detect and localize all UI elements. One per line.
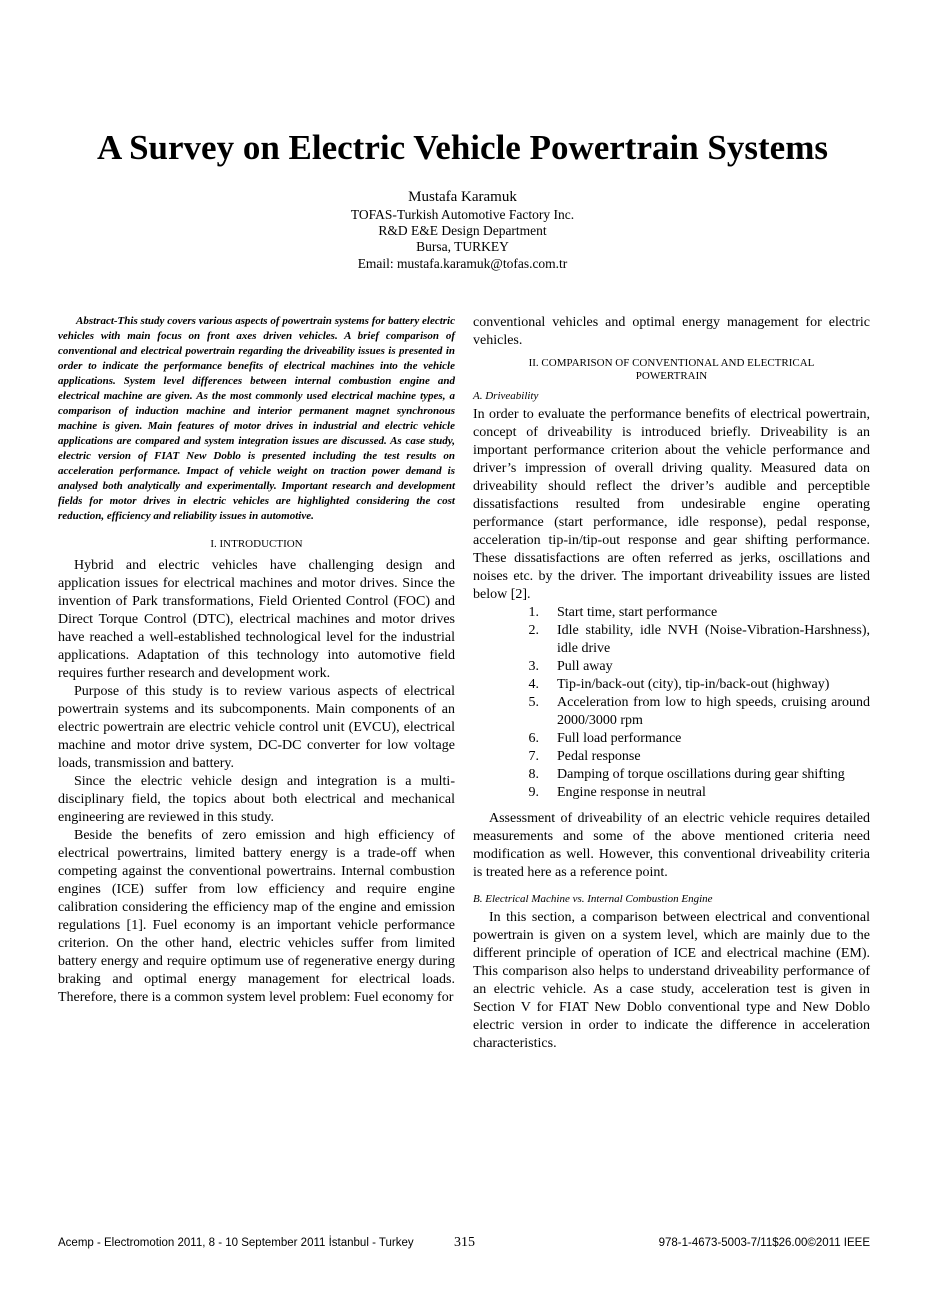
list-item xyxy=(473,658,870,676)
list-text: Pull away xyxy=(557,659,613,674)
list-item xyxy=(473,766,870,784)
right-column xyxy=(473,314,870,1053)
paragraph: Since the electric vehicle design and integration is a multi-disciplinary field, the topics about both electrical and mechanical engineering are reviewed in this study. xyxy=(58,774,455,825)
page-footer xyxy=(58,1236,870,1256)
list-number: 9. xyxy=(528,785,539,800)
list-item xyxy=(473,748,870,766)
affiliation-line: Bursa, TURKEY xyxy=(416,239,509,255)
author-email: Email: mustafa.karamuk@tofas.com.tr xyxy=(357,255,568,271)
footer-isbn: 978-1-4673-5003-7/11$26.00©2011 IEEE xyxy=(658,1237,870,1249)
section-heading-comparison xyxy=(473,357,870,383)
list-text: Tip-in/back-out (city), tip-in/back-out (highway) xyxy=(557,677,830,692)
driveability-issues-list xyxy=(473,604,870,802)
list-text: Engine response in neutral xyxy=(557,785,706,800)
paragraph-continuation: conventional vehicles and optimal energy management for electric vehicles. xyxy=(473,315,870,348)
paragraph: Hybrid and electric vehicles have challenging design and application issues for electrical machines and motor drives. Since the invention of Park transformations, Field Oriented Control (FOC) and Direct Torque Control (DTC), electrical machines and motor drives have reached a well-established technological level for the industrial applications. Adaptation of this technology into automotive field requires further research and development work. xyxy=(58,558,455,681)
page-number: 315 xyxy=(454,1235,475,1250)
paragraph: Purpose of this study is to review various aspects of electrical powertrain systems and its subcomponents. Main components of an electric powertrain are electric vehicle control unit (EVCU), electrical machine and motor drive system, DC-DC converter for low voltage loads, transmission and battery. xyxy=(58,684,455,771)
abstract: Abstract-This study covers various aspects of powertrain systems for battery electric vehicles with main focus on front axes driven vehicles. A brief comparison of conventional and electrical powertrain regarding the driveability issues is presented in order to indicate the performance benefits of electrical machines into the vehicle applications. System level differences between internal combustion engine and electrical machine are given. As the most commonly used electrical machine types, a comparison of induction machine and interior permanent magnet synchronous machine is given. Main features of motor drives in industrial and electric vehicle applications are compared and system integration issues are discussed. As case study, electric version of FIAT New Doblo is presented including the test results on acceleration performance. Impact of vehicle weight on traction power demand is analysed both analytically and experimentally. Important research and development fields for motor drives in electric vehicles are highlighted considering the cost reduction, efficiency and reliability issues in automotive. xyxy=(58,315,455,522)
section-heading-line: POWERTRAIN xyxy=(635,370,708,382)
affiliation-line: TOFAS-Turkish Automotive Factory Inc. xyxy=(350,207,575,222)
list-item xyxy=(473,604,870,622)
list-text: Damping of torque oscillations during gear shifting xyxy=(557,767,845,782)
paragraph: Beside the benefits of zero emission and high efficiency of electrical powertrains, limited battery energy is a trade-off when competing against the conventional powertrains. Internal combustion engines (ICE) suffer from low efficiency and require engine calibration considering the efficiency map of the engine and emission regulations [1]. Fuel economy is an important vehicle performance criterion. On the other hand, electric vehicles suffer from limited battery energy and require optimum use of regenerative energy during braking and optimal energy management for electrical loads. Therefore, there is a common system level problem: Fuel economy for xyxy=(58,828,455,1005)
list-number: 5. xyxy=(528,695,539,710)
paragraph: Assessment of driveability of an electric vehicle requires detailed measurements and some of the above mentioned criteria need modification as well. However, this conventional driveability criteria is treated here as a reference point. xyxy=(473,811,870,880)
list-number: 3. xyxy=(528,659,539,674)
paragraph: In order to evaluate the performance benefits of electrical powertrain, concept of driveability is introduced briefly. Driveability is an important performance criterion about the vehicle performance and driver’s impression of overall driving quality. Measured data on driveability should reflect the driver’s audible and perceptible dissatisfactions resulted from undesirable engine operating performance (start performance, idle response), pedal response, acceleration tip-in/tip-out response and gear shifting performance. These dissatisfactions are often referred as jerks, oscillations and noises etc. by the driver. The important driveability issues are listed below [2]. xyxy=(473,407,870,602)
list-text: Pedal response xyxy=(557,749,641,764)
section-heading-line: II. COMPARISON OF CONVENTIONAL AND ELECTRICAL xyxy=(528,357,815,369)
author-name: Mustafa Karamuk xyxy=(408,189,517,205)
section-heading-introduction: I. INTRODUCTION xyxy=(210,538,303,550)
subsection-heading-em-vs-ice: B. Electrical Machine vs. Internal Combustion Engine xyxy=(473,893,713,905)
paragraph: In this section, a comparison between electrical and conventional powertrain is given on a system level, which are mainly due to the different principle of operation of ICE and electrical machine (EM). This comparison also helps to understand driveability performance of an electric vehicle. As a case study, acceleration test is given in Section V for FIAT New Doblo conventional type and New Doblo electric version in order to indicate the difference in acceleration characteristics. xyxy=(473,910,870,1051)
list-number: 7. xyxy=(528,749,539,764)
list-text: Full load performance xyxy=(557,731,682,746)
paper-title: A Survey on Electric Vehicle Powertrain Systems xyxy=(96,128,828,167)
subsection-heading-driveability: A. Driveability xyxy=(473,390,539,402)
list-number: 8. xyxy=(528,767,539,782)
author-block xyxy=(0,188,925,272)
list-item xyxy=(473,784,870,802)
list-number: 2. xyxy=(528,623,539,638)
footer-conference: Acemp - Electromotion 2011, 8 - 10 September 2011 İstanbul - Turkey xyxy=(58,1237,414,1249)
list-item xyxy=(473,730,870,748)
list-item xyxy=(473,622,870,658)
list-text: Idle stability, idle NVH (Noise-Vibration-Harshness), idle drive xyxy=(557,623,870,656)
list-number: 4. xyxy=(528,677,539,692)
list-number: 1. xyxy=(528,605,539,620)
list-item xyxy=(473,676,870,694)
left-column xyxy=(58,314,455,1007)
list-number: 6. xyxy=(528,731,539,746)
list-text: Start time, start performance xyxy=(557,605,718,620)
list-item xyxy=(473,694,870,730)
list-text: Acceleration from low to high speeds, cruising around 2000/3000 rpm xyxy=(557,695,870,728)
affiliation-line: R&D E&E Design Department xyxy=(378,223,547,239)
